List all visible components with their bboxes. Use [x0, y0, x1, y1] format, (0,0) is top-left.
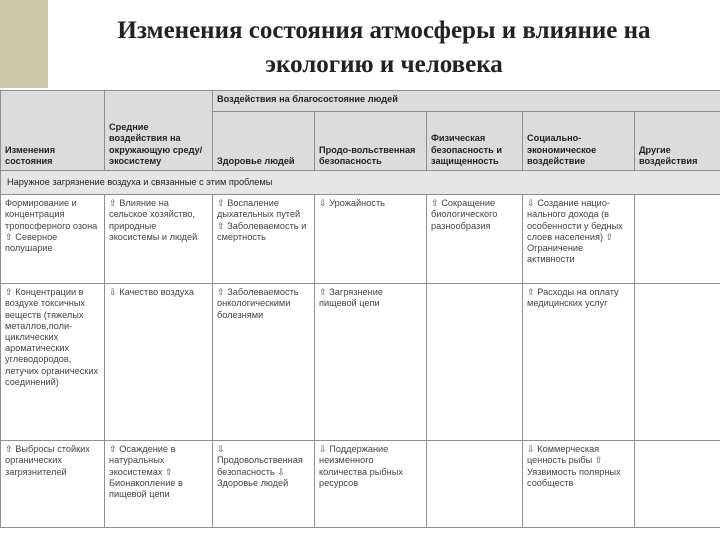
cell-other	[635, 284, 720, 441]
section-row	[1, 171, 720, 195]
header-changes: Изменения состояния	[1, 91, 105, 171]
cell-food-security: ⇧ Загрязнение пищевой цепи	[315, 284, 427, 441]
title-left-bar	[0, 0, 48, 88]
cell-other	[635, 195, 720, 284]
cell-environment: ⇧ Осаждение в натуральных экосистемах ⇧ Бионакопление в пищевой цепи	[105, 441, 213, 528]
cell-socio-economic: ⇩ Коммерческая ценность рыбы ⇧ Уязвимость полярных сообществ	[523, 441, 635, 528]
cell-health: ⇧ Воспаление дыхательных путей ⇧ Заболеваемость и смертность	[213, 195, 315, 284]
cell-socio-economic: ⇩ Создание нацио-нального дохода (в особенности у бедных слоев населения) ⇧ Ограничение активности	[523, 195, 635, 284]
header-health: Здоровье людей	[213, 112, 315, 171]
cell-food-security: ⇩ Урожайность	[315, 195, 427, 284]
cell-environment: ⇧ Влияние на сельское хозяйство, природные экосистемы и людей	[105, 195, 213, 284]
table-row	[1, 195, 720, 284]
cell-food-security: ⇩ Поддержание неизменного количества рыбных ресурсов	[315, 441, 427, 528]
impact-table	[0, 90, 720, 528]
table-header-row-top	[1, 91, 720, 112]
cell-health: ⇩ Продовольственная безопасность ⇩ Здоровье людей	[213, 441, 315, 528]
cell-change: ⇧ Выбросы стойких органических загрязнителей	[1, 441, 105, 528]
header-socio-economic: Социально-экономическое воздействие	[523, 112, 635, 171]
cell-other	[635, 441, 720, 528]
slide-title	[48, 14, 720, 82]
impact-table-wrapper	[0, 90, 720, 540]
cell-physical-security: ⇧ Сокращение биологического разнообразия	[427, 195, 523, 284]
section-title: Наружное загрязнение воздуха и связанные с этим проблемы	[1, 171, 720, 195]
header-food-security: Продо-вольственная безопасность	[315, 112, 427, 171]
cell-socio-economic: ⇧ Расходы на оплату медицинских услуг	[523, 284, 635, 441]
cell-change: Формирование и концентрация тропосферного озона ⇧ Северное полушарие	[1, 195, 105, 284]
header-physical-security: Физическая безопасность и защищенность	[427, 112, 523, 171]
cell-physical-security	[427, 441, 523, 528]
header-other: Другие воздействия	[635, 112, 720, 171]
slide-title-line-2: экологию и человека	[265, 51, 503, 78]
cell-physical-security	[427, 284, 523, 441]
cell-change: ⇧ Концентрации в воздухе токсичных веществ (тяжелых металлов,поли-циклических ароматических углеводородов, летучих органических соединений)	[1, 284, 105, 441]
header-wellbeing-group: Воздействия на благосостояние людей	[213, 91, 720, 112]
cell-environment: ⇩ Качество воздуха	[105, 284, 213, 441]
slide-title-line-1: Изменения состояния атмосферы и влияние на	[117, 17, 651, 44]
header-environment: Средние воздействия на окружающую среду/экосистему	[105, 91, 213, 171]
table-row	[1, 284, 720, 441]
cell-health: ⇧ Заболеваемость онкологическими болезнями	[213, 284, 315, 441]
table-row	[1, 441, 720, 528]
